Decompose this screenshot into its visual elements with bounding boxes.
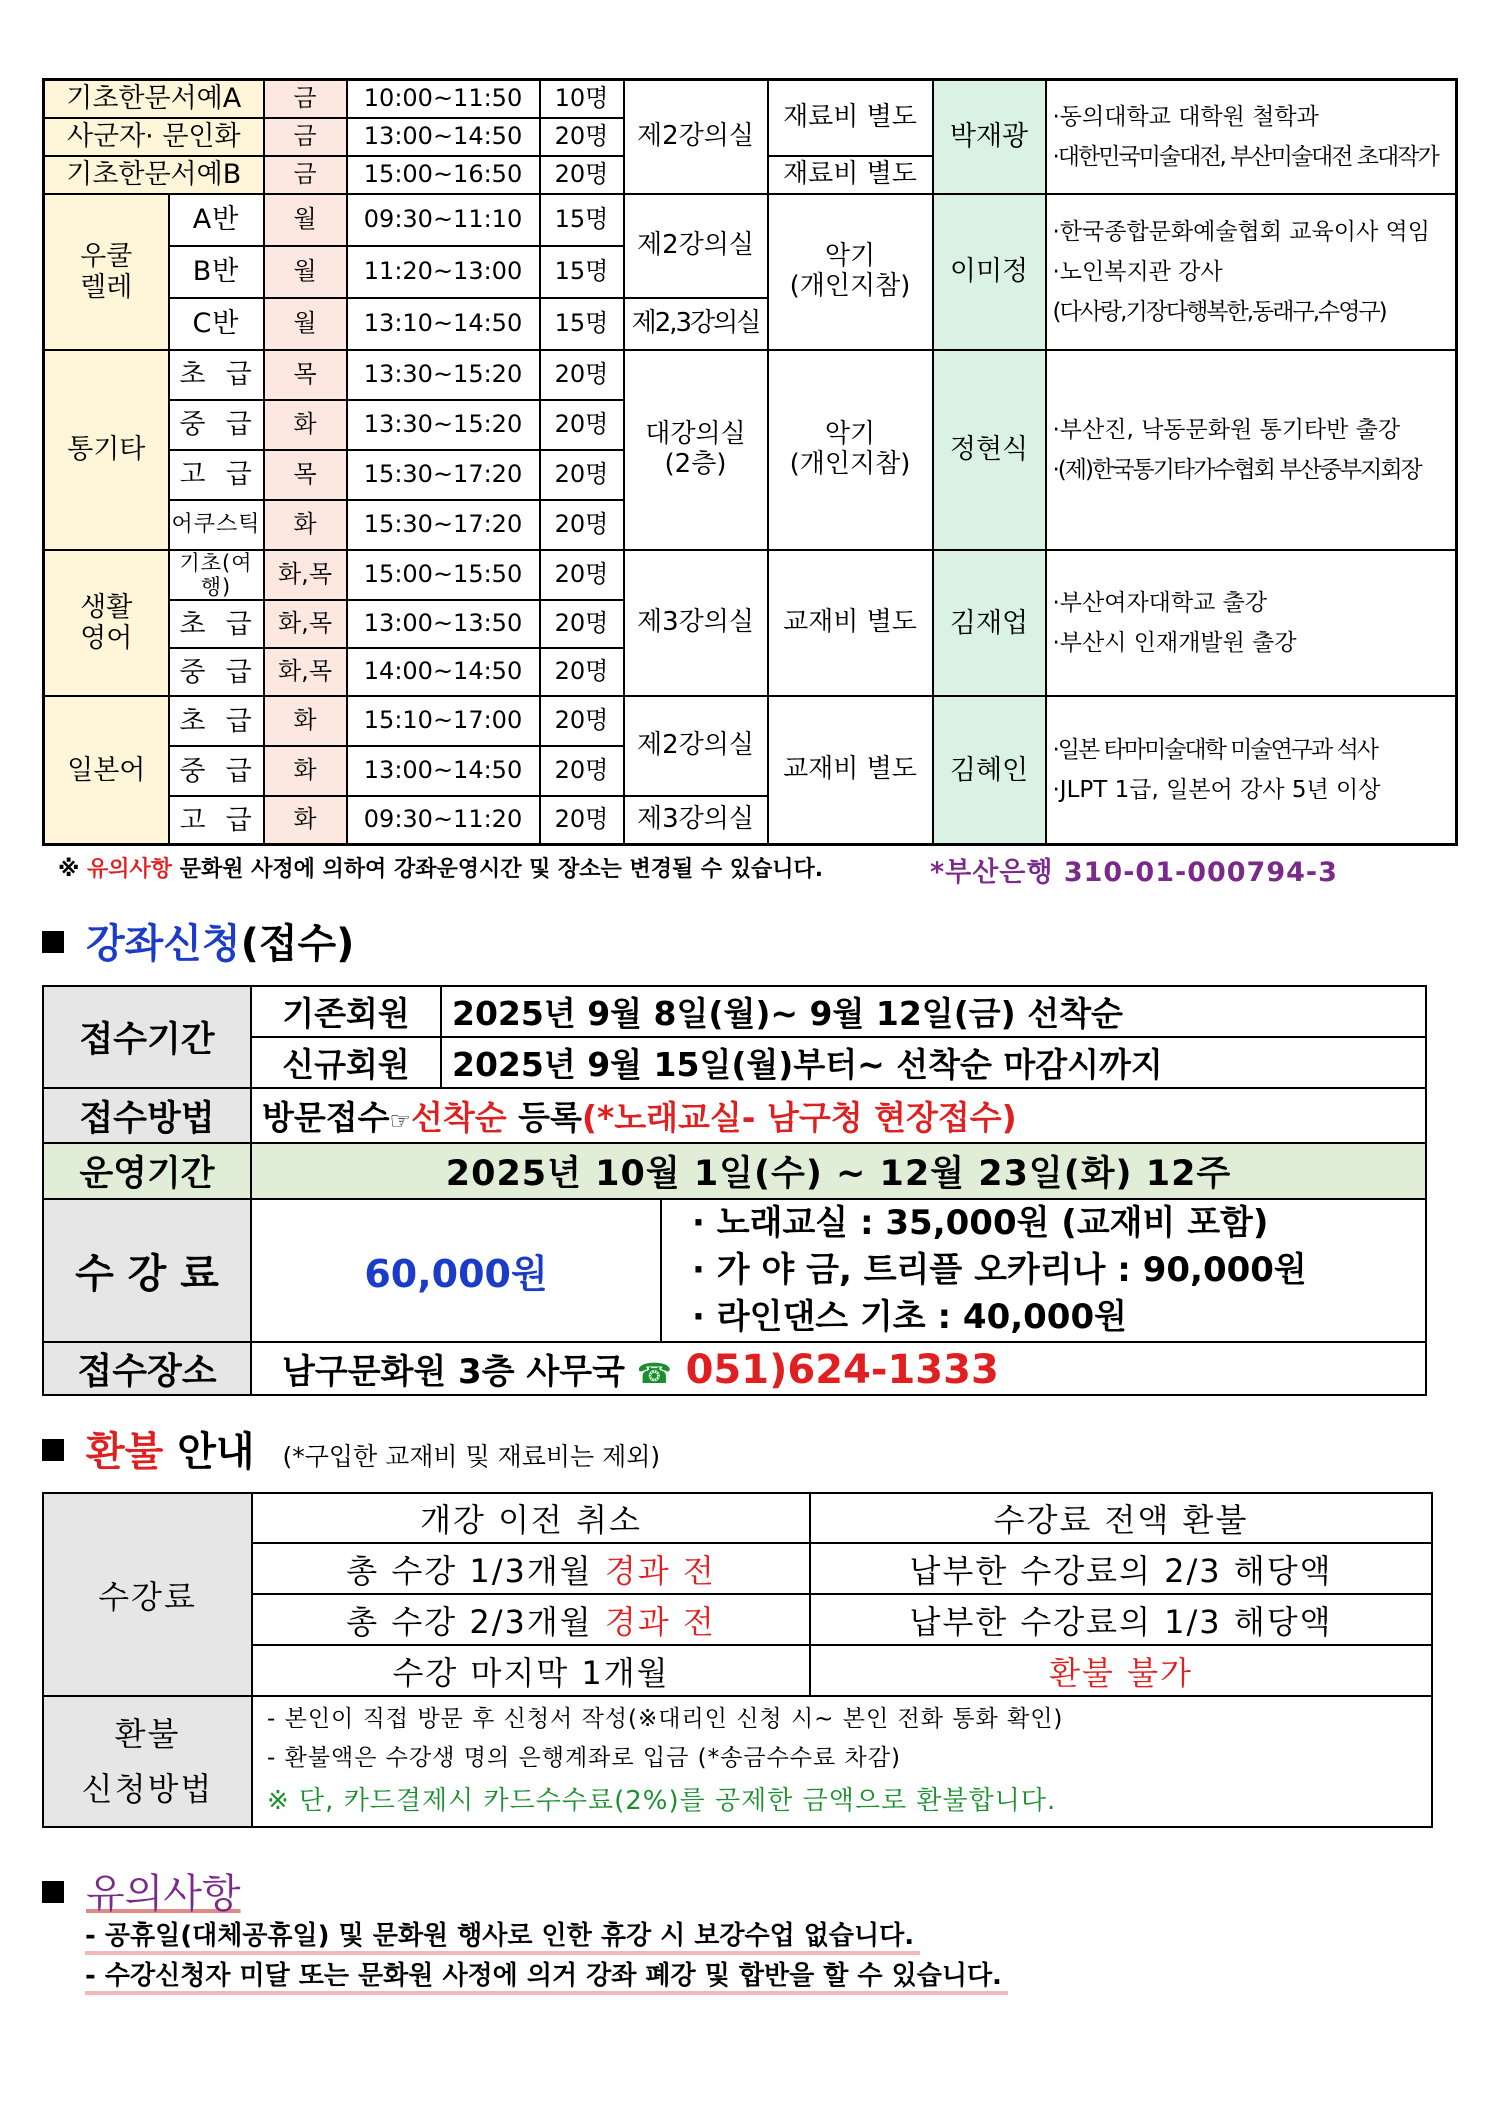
career-line: ·한국종합문화예술협회 교육이사 역임	[1052, 218, 1430, 245]
fee-value: 60,000원	[251, 1199, 661, 1342]
caution-title: 유의사항	[86, 1871, 241, 1917]
room-cell	[624, 350, 768, 550]
operation-label: 운영기간	[43, 1143, 251, 1199]
class-cell: 중 급	[169, 400, 264, 450]
capacity-cell: 15명	[540, 194, 624, 246]
day-cell: 월	[264, 194, 347, 246]
refund-amount: 환불 불가	[810, 1645, 1432, 1696]
table-row	[43, 1493, 1432, 1543]
room-cell: 제2강의실	[624, 696, 768, 796]
material-cell: 교재비 별도	[768, 696, 933, 844]
time-cell: 10:00~11:50	[347, 80, 540, 119]
caution-line	[85, 1915, 920, 1952]
subject-cell: 통기타	[44, 350, 169, 550]
registration-title: 강좌신청	[86, 921, 241, 967]
subject-line: 우쿨	[80, 240, 133, 272]
capacity-cell: 20명	[540, 746, 624, 796]
room-cell: 제3강의실	[624, 550, 768, 696]
registration-table	[42, 985, 1427, 1396]
place-text: 남구문화원 3층 사무국	[282, 1351, 625, 1392]
day-cell: 화	[264, 696, 347, 746]
table-row	[43, 1543, 1432, 1594]
refund-table	[42, 1492, 1433, 1828]
phone-number: 051)624-1333	[671, 1346, 999, 1393]
teacher-cell: 이미정	[933, 194, 1046, 350]
method-note: (*노래교실- 남구청 현장접수)	[581, 1098, 1017, 1137]
capacity-cell: 20명	[540, 550, 624, 600]
refund-condition: 수강 마지막 1개월	[252, 1645, 810, 1696]
table-row	[43, 1143, 1426, 1199]
capacity-cell: 20명	[540, 400, 624, 450]
subject-cell: 기초한문서예B	[44, 156, 264, 194]
table-row	[44, 80, 1457, 119]
schedule-notice	[58, 852, 823, 883]
career-line: ·노인복지관 강사	[1052, 258, 1223, 285]
registration-title-suffix: (접수)	[240, 921, 355, 967]
time-cell: 13:00~14:50	[347, 118, 540, 156]
place-value	[251, 1342, 1426, 1395]
material-line: (개인지참)	[789, 271, 911, 301]
refund-amount: 납부한 수강료의 2/3 해당액	[810, 1543, 1432, 1594]
caution-line	[85, 1955, 1008, 1992]
new-member-period: 2025년 9월 15일(월)부터~ 선착순 마감시까지	[441, 1037, 1426, 1088]
day-cell: 월	[264, 298, 347, 350]
material-cell: 재료비 별도	[768, 156, 933, 194]
refund-header-right: 수강료 전액 환불	[810, 1493, 1432, 1543]
existing-member-label: 기존회원	[251, 986, 441, 1037]
method-label: 접수방법	[43, 1088, 251, 1143]
room-cell: 제2강의실	[624, 194, 768, 298]
class-cell: B반	[169, 246, 264, 298]
fee-item: · 노래교실 : 35,000원 (교재비 포함)	[692, 1203, 1269, 1243]
fee-item: · 라인댄스 기초 : 40,000원	[692, 1296, 1127, 1337]
refund-method-label	[43, 1696, 252, 1827]
time-cell: 15:00~16:50	[347, 156, 540, 194]
capacity-cell: 20명	[540, 350, 624, 400]
refund-condition-text: 총 수강 2/3개월	[346, 1602, 605, 1641]
teacher-cell: 정현식	[933, 350, 1046, 550]
class-cell: 중 급	[169, 746, 264, 796]
career-line: ·부산진, 낙동문화원 통기타반 출강	[1052, 416, 1401, 443]
career-cell	[1046, 696, 1457, 844]
table-row	[43, 1088, 1426, 1143]
refund-condition	[252, 1543, 810, 1594]
fee-label: 수 강 료	[43, 1199, 251, 1342]
time-cell: 13:10~14:50	[347, 298, 540, 350]
subject-line: 생활	[80, 592, 133, 624]
career-line: ·일본 타마미술대학 미술연구과 석사	[1052, 736, 1378, 763]
table-row	[43, 1342, 1426, 1395]
refund-method-label-line: 환불	[114, 1715, 181, 1754]
time-cell: 15:30~17:20	[347, 500, 540, 550]
period-label: 접수기간	[43, 986, 251, 1088]
time-cell: 15:30~17:20	[347, 450, 540, 500]
class-cell: 초 급	[169, 350, 264, 400]
career-line: ·대한민국미술대전, 부산미술대전 초대작가	[1052, 144, 1438, 170]
career-line: ·부산시 인재개발원 출강	[1052, 630, 1297, 657]
material-cell	[768, 194, 933, 350]
material-line: 악기	[824, 419, 876, 450]
class-cell: 초 급	[169, 600, 264, 648]
refund-amount: 납부한 수강료의 1/3 해당액	[810, 1594, 1432, 1645]
capacity-cell: 20명	[540, 450, 624, 500]
class-cell: A반	[169, 194, 264, 246]
room-cell: 제3강의실	[624, 796, 768, 844]
capacity-cell: 15명	[540, 246, 624, 298]
operation-value: 2025년 10월 1일(수) ~ 12월 23일(화) 12주	[251, 1143, 1426, 1199]
class-cell: 어쿠스틱	[169, 500, 264, 550]
subject-cell: 사군자· 문인화	[44, 118, 264, 156]
capacity-cell: 10명	[540, 80, 624, 119]
caution-text: - 공휴일(대체공휴일) 및 문화원 행사로 인한 휴강 시 보강수업 없습니다.	[85, 1921, 920, 1955]
career-cell	[1046, 80, 1457, 195]
table-row	[44, 194, 1457, 246]
refund-note-line: ※ 단, 카드결제시 카드수수료(2%)를 공제한 금액으로 환불합니다.	[267, 1785, 1057, 1816]
day-cell: 금	[264, 80, 347, 119]
material-line: 악기	[824, 241, 876, 272]
notice-highlight: 유의사항	[87, 857, 173, 882]
refund-method-label-line: 신청방법	[81, 1769, 214, 1808]
caution-heading	[42, 1862, 241, 1919]
refund-header-left: 개강 이전 취소	[252, 1493, 810, 1543]
time-cell: 13:30~15:20	[347, 350, 540, 400]
capacity-cell: 20명	[540, 118, 624, 156]
capacity-cell: 20명	[540, 796, 624, 844]
day-cell: 금	[264, 118, 347, 156]
capacity-cell: 20명	[540, 696, 624, 746]
teacher-cell: 김혜인	[933, 696, 1046, 844]
table-row	[43, 1037, 1426, 1088]
refund-condition-red: 경과 전	[604, 1551, 716, 1590]
square-bullet-icon	[42, 1439, 64, 1461]
career-cell	[1046, 550, 1457, 696]
time-cell: 13:30~15:20	[347, 400, 540, 450]
time-cell: 09:30~11:20	[347, 796, 540, 844]
day-cell: 월	[264, 246, 347, 298]
fee-items	[661, 1199, 1426, 1342]
refund-title-red: 환불	[86, 1429, 164, 1475]
day-cell: 화	[264, 796, 347, 844]
subject-cell: 기초한문서예A	[44, 80, 264, 119]
capacity-cell: 20명	[540, 500, 624, 550]
career-cell	[1046, 350, 1457, 550]
fee-label: 수강료	[43, 1493, 252, 1696]
career-line: ·(제)한국통기타가수협회 부산중부지회장	[1052, 457, 1421, 483]
material-cell: 재료비 별도	[768, 80, 933, 157]
day-cell: 화	[264, 746, 347, 796]
refund-method-notes	[252, 1696, 1432, 1827]
caution-text: - 수강신청자 미달 또는 문화원 사정에 의거 강좌 폐강 및 합반을 할 수 있습니다.	[85, 1961, 1008, 1995]
class-cell: 고 급	[169, 796, 264, 844]
day-cell: 금	[264, 156, 347, 194]
table-row	[43, 1645, 1432, 1696]
fee-item: · 가 야 금, 트리플 오카리나 : 90,000원	[692, 1249, 1307, 1290]
notice-text: 문화원 사정에 의하여 강좌운영시간 및 장소는 변경될 수 있습니다.	[172, 857, 824, 882]
table-row	[43, 986, 1426, 1037]
refund-note-line: - 환불액은 수강생 명의 은행계좌로 입금 (*송금수수료 차감)	[267, 1745, 901, 1772]
class-cell: C반	[169, 298, 264, 350]
room-cell: 제2,3강의실	[624, 298, 768, 350]
capacity-cell: 20명	[540, 156, 624, 194]
refund-condition	[252, 1594, 810, 1645]
method-value	[251, 1088, 1426, 1143]
table-row	[44, 696, 1457, 746]
day-cell: 목	[264, 450, 347, 500]
notice-prefix: ※	[58, 857, 88, 882]
registration-heading	[42, 912, 354, 969]
material-cell: 교재비 별도	[768, 550, 933, 696]
refund-condition-red: 경과 전	[604, 1602, 716, 1641]
table-row	[43, 1594, 1432, 1645]
method-first-come: 선착순	[411, 1098, 507, 1137]
time-cell: 13:00~14:50	[347, 746, 540, 796]
room-line: 대강의실	[645, 419, 746, 450]
career-line: ·부산여자대학교 출강	[1052, 589, 1268, 616]
subject-cell	[44, 194, 169, 350]
time-cell: 09:30~11:10	[347, 194, 540, 246]
refund-heading	[42, 1420, 660, 1477]
subject-cell	[44, 550, 169, 696]
table-row	[43, 1199, 1426, 1342]
bank-account: *부산은행 310-01-000794-3	[930, 857, 1338, 888]
teacher-cell: 박재광	[933, 80, 1046, 195]
refund-note: (*구입한 교재비 및 재료비는 제외)	[282, 1442, 661, 1471]
teacher-cell: 김재업	[933, 550, 1046, 696]
class-cell: 고 급	[169, 450, 264, 500]
method-register: 등록	[506, 1098, 582, 1137]
career-line: ·동의대학교 대학원 철학과	[1052, 103, 1319, 130]
refund-condition-text: 총 수강 1/3개월	[346, 1551, 605, 1590]
table-row	[43, 1696, 1432, 1827]
career-cell	[1046, 194, 1457, 350]
phone-icon: ☎	[636, 1356, 672, 1390]
square-bullet-icon	[42, 1881, 64, 1903]
day-cell: 화,목	[264, 648, 347, 696]
method-prefix: 방문접수	[262, 1098, 390, 1137]
day-cell: 화,목	[264, 600, 347, 648]
subject-line: 영어	[80, 623, 133, 655]
time-cell: 15:10~17:00	[347, 696, 540, 746]
place-label: 접수장소	[43, 1342, 251, 1395]
capacity-cell: 20명	[540, 600, 624, 648]
room-line: (2층)	[664, 449, 727, 479]
capacity-cell: 20명	[540, 648, 624, 696]
new-member-label: 신규회원	[251, 1037, 441, 1088]
career-line: (다사랑,기장다행복한,동래구,수영구)	[1052, 299, 1386, 326]
refund-title: 안내	[163, 1429, 255, 1475]
subject-line: 렐레	[80, 272, 133, 303]
day-cell: 목	[264, 350, 347, 400]
class-cell: 중 급	[169, 648, 264, 696]
table-row	[44, 350, 1457, 400]
material-cell	[768, 350, 933, 550]
time-cell: 13:00~13:50	[347, 600, 540, 648]
class-cell: 초 급	[169, 696, 264, 746]
course-schedule-table	[42, 78, 1458, 846]
pointing-hand-icon: ☞	[389, 1107, 412, 1135]
square-bullet-icon	[42, 931, 64, 953]
existing-member-period: 2025년 9월 8일(월)~ 9월 12일(금) 선착순	[441, 986, 1426, 1037]
day-cell: 화	[264, 500, 347, 550]
career-line: ·JLPT 1급, 일본어 강사 5년 이상	[1052, 777, 1381, 804]
time-cell: 11:20~13:00	[347, 246, 540, 298]
refund-note-line: - 본인이 직접 방문 후 신청서 작성(※대리인 신청 시~ 본인 전화 통화 확인)	[267, 1706, 1064, 1733]
class-cell: 기초(여행)	[169, 550, 264, 600]
time-cell: 15:00~15:50	[347, 550, 540, 600]
time-cell: 14:00~14:50	[347, 648, 540, 696]
room-cell: 제2강의실	[624, 80, 768, 195]
day-cell: 화,목	[264, 550, 347, 600]
table-row	[44, 550, 1457, 600]
subject-cell: 일본어	[44, 696, 169, 844]
capacity-cell: 15명	[540, 298, 624, 350]
material-line: (개인지참)	[789, 449, 911, 479]
day-cell: 화	[264, 400, 347, 450]
